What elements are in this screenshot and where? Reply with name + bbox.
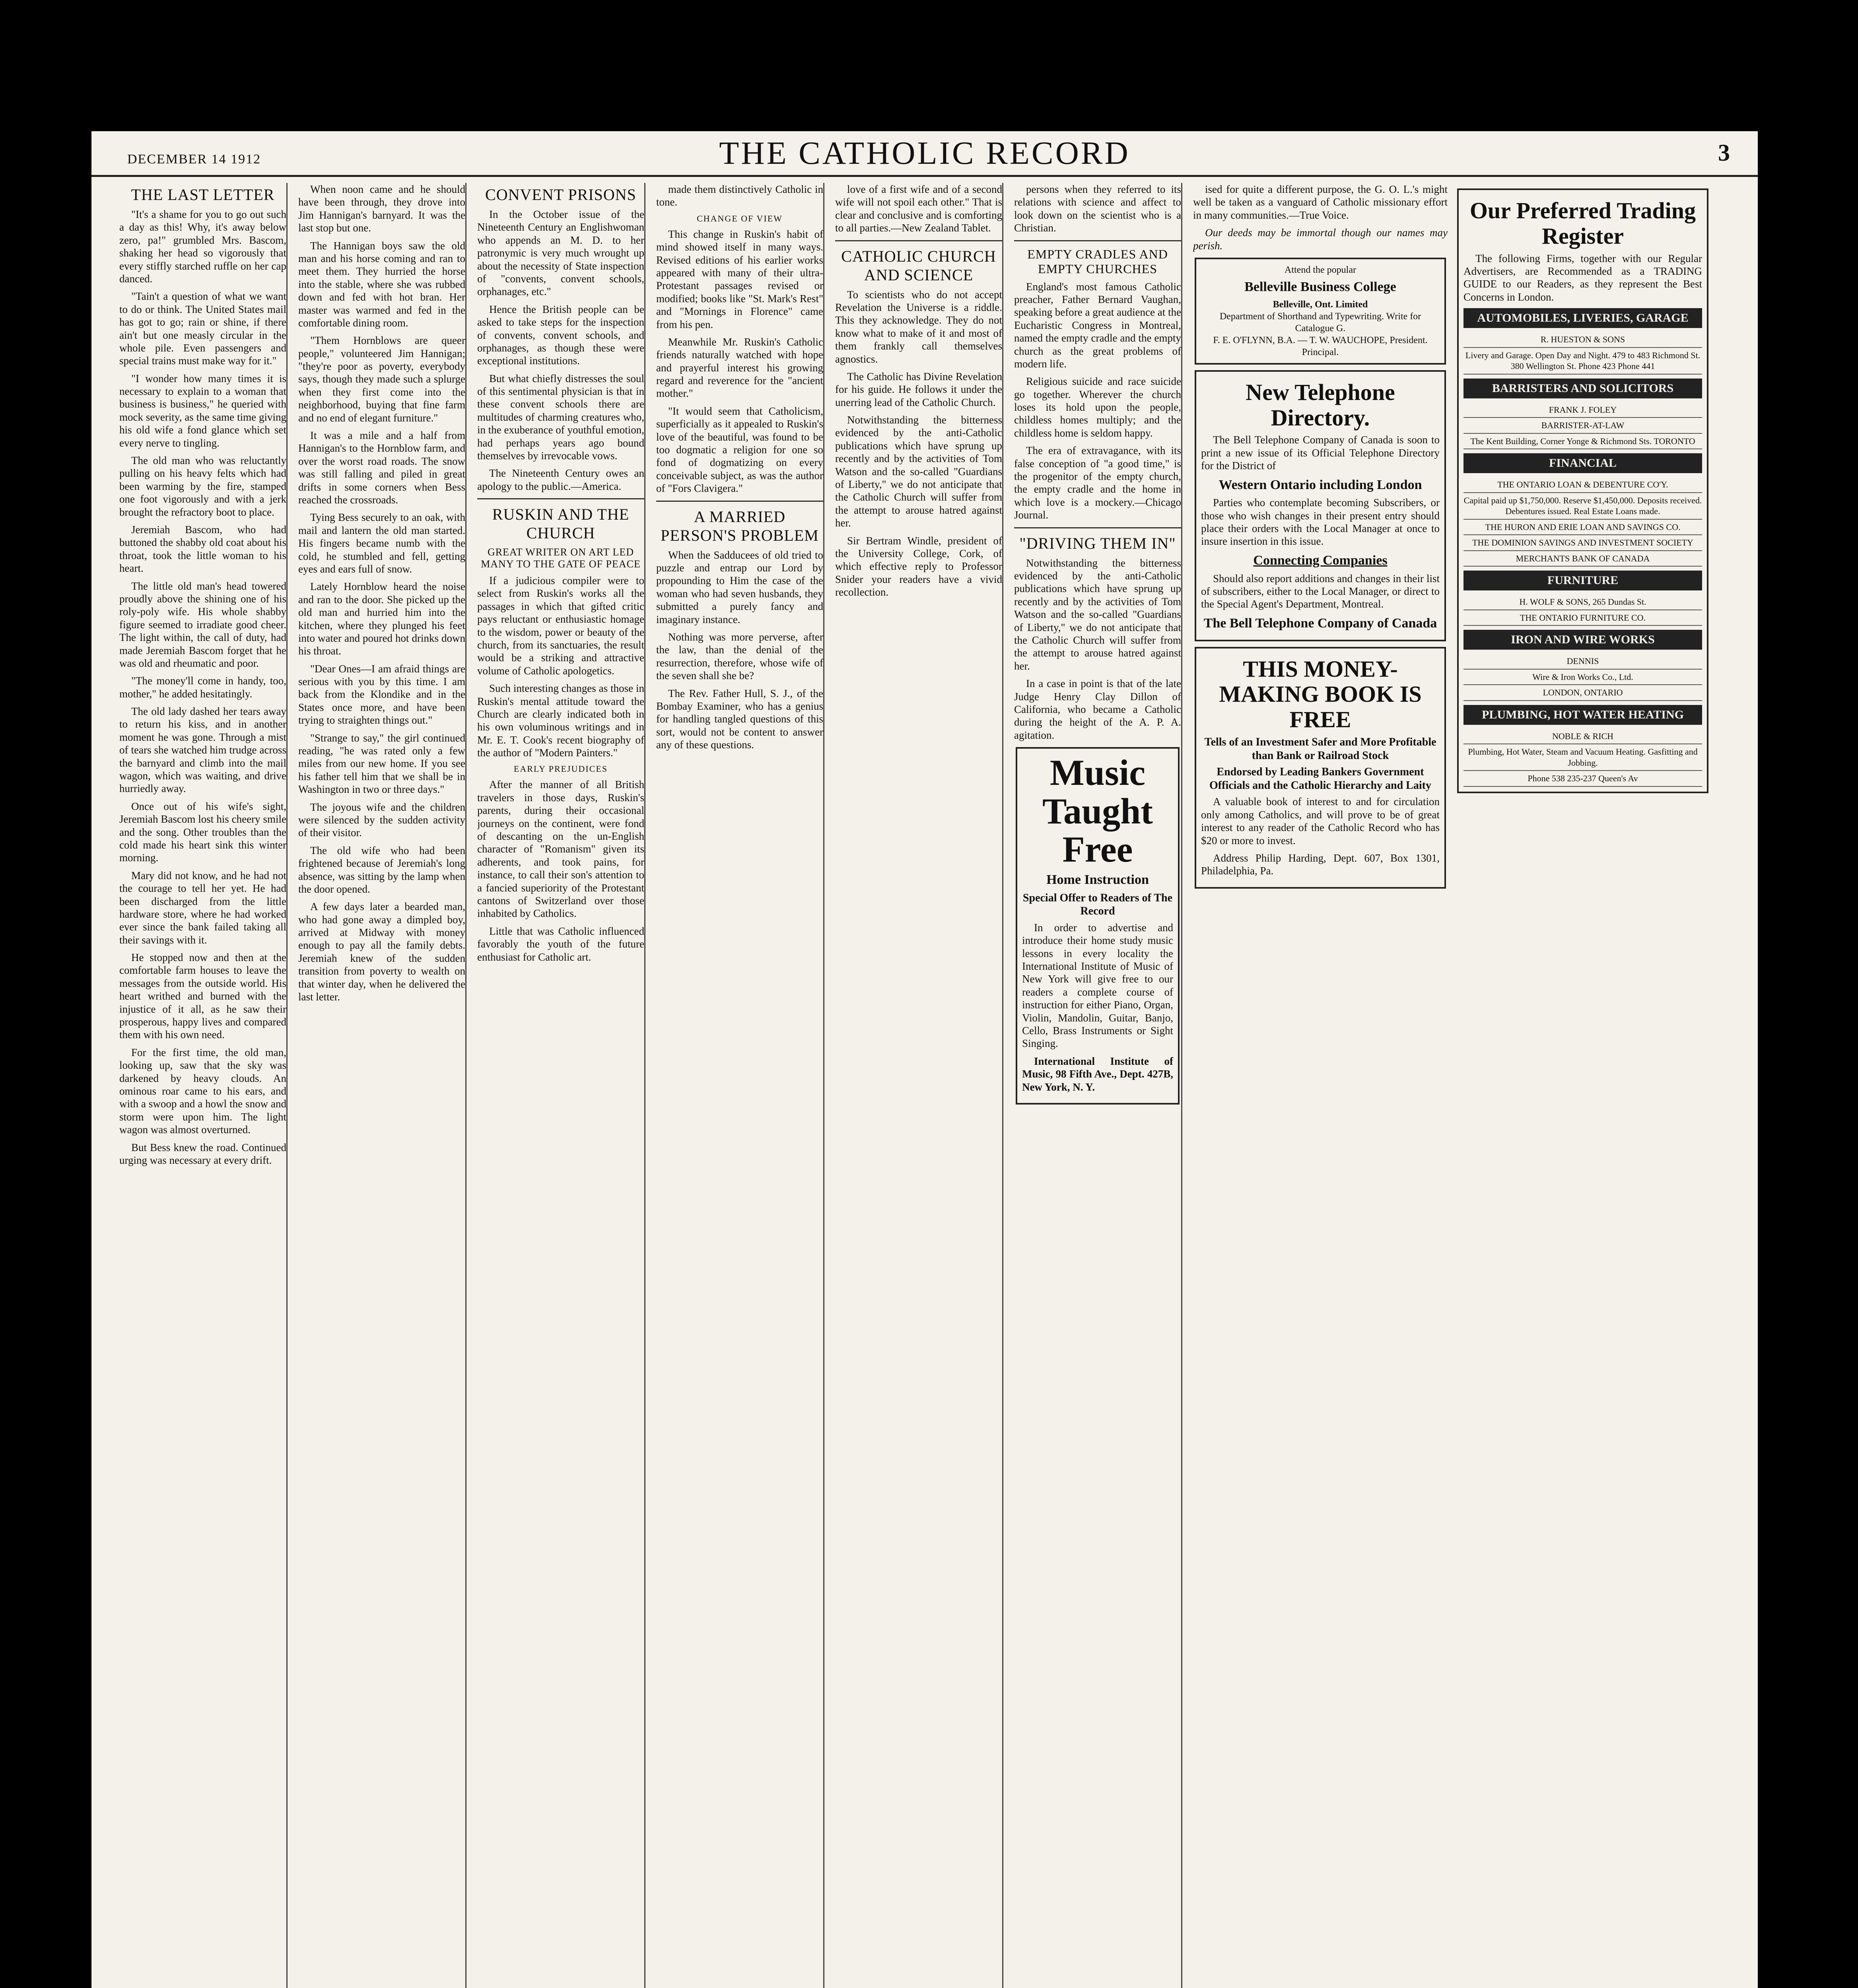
divider: [477, 498, 644, 499]
paragraph: "I wonder how many times it is necessary to explain to a woman that business is business," he queried with mock severity, as the same time giving his old wife a fond glance which set every nerve to tingling.: [119, 372, 286, 449]
register-entry: FRANK J. FOLEY: [1463, 402, 1702, 418]
story-driving-them-in: [1014, 557, 1181, 742]
headline-church-and-science: CATHOLIC CHURCH AND SCIENCE: [841, 247, 996, 284]
register-entry: The Kent Building, Corner Yonge & Richmond Sts. TORONTO: [1463, 434, 1702, 450]
paragraph: Nothing was more perverse, after the law, than the denial of the resurrection, therefore, whose wife of the seven shall she be?: [656, 631, 823, 682]
paragraph: It was a mile and a half from Hannigan's to the Hornblow farm, and over the worst road roads. The snow was still falling and piled in great drifts in some corners when Bess reached the crossroads.: [298, 429, 465, 506]
telephone-ad-subhead: Connecting Companies: [1253, 553, 1388, 568]
column-1: [119, 183, 288, 1988]
telephone-ad-text2: Parties who contemplate becoming Subscribers, or those who wish changes in their present entry should place their orders with the Local Manager at once to insure insertion in this issue.: [1201, 497, 1440, 547]
paragraph: Jeremiah Bascom, who had buttoned the shabby old coat about his throat, took the little woman to his heart.: [119, 523, 286, 575]
headline-ruskin: RUSKIN AND THE CHURCH: [492, 505, 630, 542]
divider: [835, 240, 1002, 241]
paragraph: In the October issue of the Nineteenth Century an Englishwoman who appends an M. D. to her patronymic is very much wrought up about the necessity of State inspection of "convents, convent schools, orphanages, etc.": [477, 208, 644, 298]
register-entry: Plumbing, Hot Water, Steam and Vacuum Heating. Gasfitting and Jobbing.: [1463, 744, 1702, 771]
story-convent-prisons: [477, 208, 644, 493]
headline-married-persons-problem: A MARRIED PERSON'S PROBLEM: [661, 507, 819, 544]
headline-convent-prisons: CONVENT PRISONS: [485, 186, 636, 204]
paragraph: "Strange to say," the girl continued reading, "he was rated only a few miles from our new home. If you see his father tell him that we shall be in Washington in two or three days.": [298, 732, 465, 796]
paragraph: Little that was Catholic influenced favorably the youth of the future enthusiast for Catholic art.: [477, 925, 644, 963]
page-number: 3: [1718, 140, 1730, 166]
newspaper-page: [91, 131, 1758, 1988]
telephone-ad-district: Western Ontario including London: [1219, 477, 1422, 492]
paragraph: love of a first wife and of a second wife will not spoil each other." That is clear and conclusive and is comforting to all parties.—New Zealand Tablet.: [835, 183, 1002, 234]
book-ad-title: THIS MONEY-MAKING BOOK IS FREE: [1219, 656, 1422, 733]
register-entry: BARRISTER-AT-LAW: [1463, 418, 1702, 434]
paragraph: Mary did not know, and he had not the courage to tell her yet. He had been discharged from the little hardware store, where he had worked ever since the bank failed taking all their savings with it.: [119, 869, 286, 946]
trading-register: [1457, 188, 1708, 793]
paragraph: Notwithstanding the bitterness evidenced by the anti-Catholic publications which have sprung up recently and by the activities of Tom Watson and the so-called "Guardians of Liberty," we do not anticipate that the Catholic Church will suffer from the attempt to arouse hatred against her.: [1014, 557, 1181, 672]
true-voice-excerpt: ised for quite a different purpose, the G. O. L.'s might well be taken as a vanguard of Catholic missionary effort in many communities.—True Voice.: [1193, 183, 1448, 221]
minihead-early-prejudices: EARLY PREJUDICES: [513, 764, 608, 774]
headline-driving-them-in: "DRIVING THEM IN": [1019, 534, 1176, 552]
story-change-of-view: [656, 228, 823, 495]
headline-empty-cradles: EMPTY CRADLES AND EMPTY CHURCHES: [1027, 247, 1168, 276]
paragraph: Meanwhile Mr. Ruskin's Catholic friends naturally watched with hope and prayerful interest his growing regard and reverence for the "ancient mother.": [656, 336, 823, 400]
register-entry: Phone 538 235-237 Queen's Av: [1463, 771, 1702, 787]
college-ad-name: Belleville Business College: [1244, 279, 1396, 294]
paragraph: Sir Bertram Windle, president of the University College, Cork, of which effective reply to Professor Snider your readers have a vivid recollection.: [835, 534, 1002, 598]
minihead-change-of-view: CHANGE OF VIEW: [697, 213, 783, 223]
paragraph: Religious suicide and race suicide go together. Wherever the church loses its hold upon the people, childless homes multiply; and the childless home is seldom happy.: [1014, 375, 1181, 439]
story-church-and-science: [835, 288, 1002, 599]
college-ad-text: Department of Shorthand and Typewriting. Write for Catalogue G.: [1219, 311, 1421, 334]
paragraph: In a case in point is that of the late Judge Henry Clay Dillon of California, who became a Catholic during the height of the A. P. A. agitation.: [1014, 678, 1181, 741]
paragraph: This change in Ruskin's habit of mind showed itself in many ways. Revised editions of his earlier works appeared with many of their ultra-Protestant passages revised or modified; books like "St. Mark's Rest" and "Mornings in Florence" came from his pen.: [656, 228, 823, 330]
paragraph: But Bess knew the road. Continued urging was necessary at every drift.: [119, 1141, 286, 1166]
college-ad: [1195, 258, 1446, 365]
telephone-ad-title: New Telephone Directory.: [1246, 379, 1395, 431]
paragraph: After the manner of all British travelers in those days, Ruskin's parents, during their occasional journeys on the continent, were fond of descanting on the un-English character of "Romanism" given its adherents, and took pains, for instance, to call their son's attention to a fancied superiority of the Protestant cantons of Switzerland over those inhabited by Catholics.: [477, 779, 644, 920]
register-entry: R. HUESTON & SONS: [1463, 332, 1702, 348]
register-section-heading: IRON AND WIRE WORKS: [1463, 630, 1702, 650]
paragraph: The old wife who had been frightened because of Jeremiah's long absence, was sitting by the lamp when the door opened.: [298, 844, 465, 895]
paragraph: Such interesting changes as those in Ruskin's mental attitude toward the Church are clearly indicated both in his own voluminous writings and in Mr. E. T. Cook's recent biography of the author of "Modern Painters.": [477, 682, 644, 759]
masthead: [91, 131, 1758, 177]
paragraph: Hence the British people can be asked to take steps for the inspection of convents, convent schools, and orphanages, as though these were exceptional institutions.: [477, 303, 644, 367]
register-entry: THE HURON AND ERIE LOAN AND SAVINGS CO.: [1463, 520, 1702, 536]
music-ad: [1016, 747, 1180, 1105]
ad-column-right: [1456, 183, 1710, 799]
paragraph: But what chiefly distresses the soul of this sentimental physician is that in these convent schools there are multitudes of charming creatures who, in the exuberance of youthful emotion, had perhaps years ago bound themselves by irrevocable vows.: [477, 372, 644, 462]
paragraph: Tying Bess securely to an oak, with mail and lantern the old man started. His fingers became numb with the cold, he stumbled and fell, getting eyes and ears full of snow.: [298, 511, 465, 575]
story-last-letter-continued: [298, 183, 465, 1003]
register-entry: H. WOLF & SONS, 265 Dundas St.: [1463, 594, 1702, 610]
story-science-continued: [1014, 183, 1181, 235]
divider: [1014, 527, 1181, 528]
trading-register-intro: The following Firms, together with our Regular Advertisers, are Recommended as a TRADING GUIDE to our Readers, as they represent the Best Concerns in London.: [1463, 252, 1702, 303]
paragraph: Notwithstanding the bitterness evidenced by the anti-Catholic publications which have sprung up recently and by the activities of Tom Watson and the so-called "Guardians of Liberty," we do not anticipate that the Catholic Church will suffer from the attempt to arouse hatred against her.: [835, 414, 1002, 529]
register-entry: Wire & Iron Works Co., Ltd.: [1463, 670, 1702, 685]
paragraph: England's most famous Catholic preacher, Father Bernard Vaughan, speaking before a great audience at the Eucharistic Congress in Montreal, named the empty cradle and the empty church as the great problems of modern life.: [1014, 280, 1181, 370]
headline-last-letter: THE LAST LETTER: [131, 186, 275, 204]
story-empty-cradles: [1014, 280, 1181, 522]
music-ad-subtitle: Home Instruction: [1046, 872, 1149, 887]
story-married-persons-problem: [656, 549, 823, 751]
book-ad-text: A valuable book of interest to and for circulation only among Catholics, and will prove to be of great interest to any reader of the Catholic Record who has $20 or more to invest.: [1201, 796, 1440, 846]
story-ruskin: [477, 574, 644, 759]
paragraph: The little old man's head towered proudly above the shining one of his roly-poly wife. His whole shabby figure seemed to irradiate good cheer. The light within, the call of duty, had made Jeremiah Bascom forget that he was old and rheumatic and poor.: [119, 580, 286, 669]
college-ad-place: Belleville, Ont. Limited: [1273, 299, 1368, 310]
dateline: DECEMBER 14 1912: [127, 152, 261, 167]
paragraph: The Hannigan boys saw the old man and his horse coming and ran to meet them. They hurried the horse into the stable, where she was rubbed down and fed with hot bran. Her master was warmed and fed in the comfortable dining room.: [298, 239, 465, 329]
register-entry: Capital paid up $1,750,000. Reserve $1,450,000. Deposits received. Debentures issued. Real Estate Loans made.: [1463, 493, 1702, 520]
register-section-heading: PLUMBING, HOT WATER HEATING: [1463, 705, 1702, 725]
register-entry: THE ONTARIO FURNITURE CO.: [1463, 610, 1702, 626]
book-ad-contact: Address Philip Harding, Dept. 607, Box 1301, Philadelphia, Pa.: [1201, 852, 1440, 877]
column-7-advertisements: [1193, 183, 1742, 1988]
column-3: [477, 183, 645, 1988]
paragraph: The Rev. Father Hull, S. J., of the Bombay Examiner, who has a genius for handling tangled questions of this sort, would not be content to answer any of these questions.: [656, 687, 823, 751]
story-ruskin-prejudices: [477, 778, 644, 963]
telephone-ad: [1195, 370, 1446, 641]
register-entry: THE DOMINION SAVINGS AND INVESTMENT SOCIETY: [1463, 535, 1702, 551]
paragraph: "Tain't a question of what we want to do or think. The United States mail has got to go; rain or shine, if there ain't but one measly circular in the whole pile. Even passengers and special trains must make way for it.": [119, 290, 286, 367]
register-entry: NOBLE & RICH: [1463, 729, 1702, 745]
register-entry: Livery and Garage. Open Day and Night. 479 to 483 Richmond St. 380 Wellington St. Phone 423 Phone 441: [1463, 348, 1702, 375]
story-married-continued: [835, 183, 1002, 235]
column-2: [298, 183, 466, 1988]
paragraph: "Dear Ones—I am afraid things are serious with you by this time. I am back from the Klondike and in the States once more, and have been trying to straighten things out.": [298, 662, 465, 726]
paragraph: "It's a shame for you to go out such a day as this! Why, it's away below zero, pa!" grumbled Mrs. Bascom, shaking her head so vigorously that every stiffly starched ruffle on her cap danced.: [119, 208, 286, 285]
telephone-ad-text: The Bell Telephone Company of Canada is soon to print a new issue of its Official Telephone Directory for the District of: [1201, 434, 1440, 472]
telephone-ad-text3: Should also report additions and changes in their list of subscribers, either to the Local Manager, or direct to the Special Agent's Department, Montreal.: [1201, 572, 1440, 610]
register-entry: DENNIS: [1463, 654, 1702, 670]
newspaper-title: THE CATHOLIC RECORD: [719, 135, 1130, 171]
story-ruskin-continued: [656, 183, 823, 209]
music-ad-title: Music Taught Free: [1042, 752, 1153, 870]
ad-column-left: [1193, 183, 1448, 894]
column-6: [1014, 183, 1182, 1988]
paragraph: The old man who was reluctantly pulling on his heavy felts which had been warming by the fire, stamped one foot vigorously and with a jerk brought the refractory boot to place.: [119, 454, 286, 518]
register-section-heading: BARRISTERS AND SOLICITORS: [1463, 379, 1702, 398]
telephone-ad-company: The Bell Telephone Company of Canada: [1203, 615, 1437, 631]
register-entry: THE ONTARIO LOAN & DEBENTURE CO'Y.: [1463, 477, 1702, 493]
closing-quote: Our deeds may be immortal though our names may perish.: [1193, 227, 1448, 252]
music-ad-offer: Special Offer to Readers of The Record: [1022, 891, 1173, 918]
book-ad-endorsed: Endorsed by Leading Bankers Government Officials and the Catholic Hierarchy and Laity: [1209, 766, 1431, 792]
paragraph: "It would seem that Catholicism, superficially as it appealed to Ruskin's love of the beautiful, was found to be too dogmatic a religion for one so fond of dogmatizing on every conceivable subject, as was the author of "Fors Clavigera.": [656, 405, 823, 495]
paragraph: The Catholic has Divine Revelation for his guide. He follows it under the unerring lead of the Catholic Church.: [835, 370, 1002, 408]
divider: [1014, 240, 1181, 241]
divider: [656, 501, 823, 502]
paragraph: The era of extravagance, with its false conception of "a good time," is the progenitor of the empty church, the empty cradle and the home in which love is a mockery.—Chicago Journal.: [1014, 445, 1181, 521]
column-4: [656, 183, 824, 1988]
paragraph: He stopped now and then at the comfortable farm houses to leave the messages from the outside world. His heart writhed and burned with the injustice of it all, as he saw their prosperous, happy lives and compared them with his own need.: [119, 951, 286, 1041]
music-ad-address: International Institute of Music, 98 Fifth Ave., Dept. 427B, New York, N. Y.: [1022, 1055, 1173, 1093]
paragraph: When noon came and he should have been through, they drove into Jim Hannigan's barnyard. It was the last stop but one.: [298, 183, 465, 234]
register-section-heading: FURNITURE: [1463, 571, 1702, 590]
paragraph: persons when they referred to its relations with science and affect to look down on the scientist who is a Christian.: [1014, 183, 1181, 234]
story-last-letter: [119, 208, 286, 1167]
trading-register-sections: [1463, 308, 1702, 787]
register-entry: LONDON, ONTARIO: [1463, 685, 1702, 701]
paragraph: To scientists who do not accept Revelation the Universe is a riddle. This they acknowledge. They do not know what to make of it and most of them frankly call themselves agnostics.: [835, 288, 1002, 365]
register-entry: MERCHANTS BANK OF CANADA: [1463, 551, 1702, 567]
trading-register-title: Our Preferred Trading Register: [1469, 198, 1696, 249]
paragraph: "Them Hornblows are queer people," volunteered Jim Hannigan; "they're poor as poverty, everybody says, though they made such a splurge when they first come into the neighborhood, buying that fine farm and no end of elegant furniture.": [298, 334, 465, 424]
column-5: [835, 183, 1003, 1988]
paragraph: The joyous wife and the children were silenced by the sudden activity of their visitor.: [298, 801, 465, 839]
paragraph: A few days later a bearded man, who had gone away a dimpled boy, arrived at Midway with money enough to pay all the family debts. Jeremiah knew of the sudden transition from poverty to wealth on that winter day, when he delivered the last letter.: [298, 901, 465, 1003]
paragraph: "The money'll come in handy, too, mother," he added hesitatingly.: [119, 675, 286, 700]
register-section-heading: FINANCIAL: [1463, 453, 1702, 473]
subhead-ruskin: GREAT WRITER ON ART LED MANY TO THE GATE OF PEACE: [481, 546, 641, 570]
paragraph: Once out of his wife's sight, Jeremiah Bascom lost his cheery smile and the song. Other troubles than the cold made his heart sink this winter morning.: [119, 800, 286, 864]
paragraph: For the first time, the old man, looking up, saw that the sky was darkened by heavy clouds. An ominous roar came to his ears, and with a swoop and a howl the snow and storm were upon him. The light wagon was almost overturned.: [119, 1046, 286, 1136]
book-ad-subtitle: Tells of an Investment Safer and More Profitable than Bank or Railroad Stock: [1204, 736, 1436, 762]
register-section-heading: AUTOMOBILES, LIVERIES, GARAGE: [1463, 308, 1702, 328]
paragraph: If a judicious compiler were to select from Ruskin's works all the passages in which that gifted critic pays reluctant or enthusiastic homage to the wisdom, power or beauty of the church, from its sanctuaries, the result would be a striking and attractive volume of Catholic apologetics.: [477, 574, 644, 677]
book-ad: [1195, 647, 1446, 889]
paragraph: made them distinctively Catholic in tone.: [656, 183, 823, 208]
paragraph: Lately Hornblow heard the noise and ran to the door. She picked up the old man and hurried him into the kitchen, where they plunged his feet into water and poured hot drinks down his throat.: [298, 580, 465, 657]
paragraph: The Nineteenth Century owes an apology to the public.—America.: [477, 467, 644, 492]
paragraph: When the Sadducees of old tried to puzzle and entrap our Lord by propounding to Him the case of the woman who had seven husbands, they submitted a purely fancy and imaginary instance.: [656, 549, 823, 625]
college-ad-officers: F. E. O'FLYNN, B.A. — T. W. WAUCHOPE, President. Principal.: [1213, 335, 1428, 357]
college-ad-line1: Attend the popular: [1285, 264, 1356, 275]
music-ad-text: In order to advertise and introduce their home study music lessons in every locality the International Institute of Music of New York will give free to our readers a complete course of instruction for either Piano, Organ, Violin, Mandolin, Guitar, Banjo, Cello, Brass Instruments or Sight Singing.: [1022, 921, 1173, 1050]
paragraph: The old lady dashed her tears away to return his kiss, and in another moment he was gone. Through a mist of tears she watched him trudge across the barnyard and climb into the mail wagon, which was waiting, and drive hurriedly away.: [119, 705, 286, 795]
